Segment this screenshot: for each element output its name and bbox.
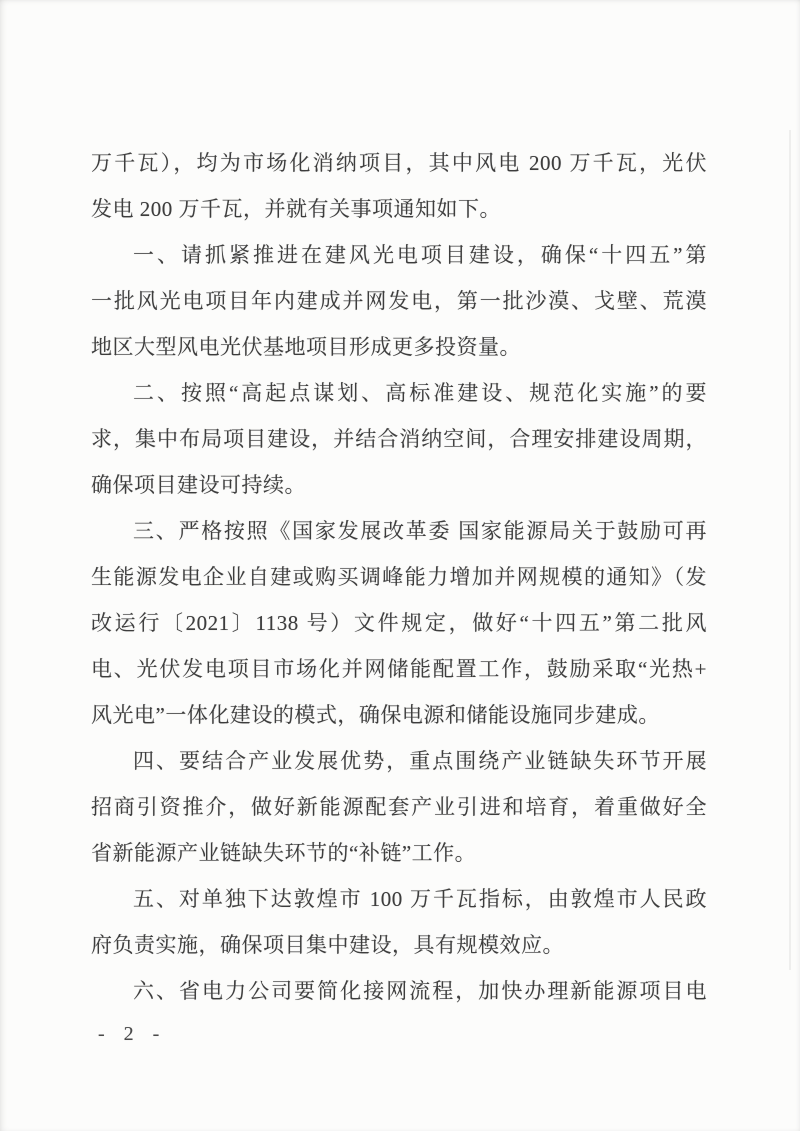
text-line: 三、严格按照《国家发展改革委 国家能源局关于鼓励可再	[133, 519, 707, 543]
page-number: - 2 -	[98, 1023, 167, 1045]
text-line: 生能源发电企业自建或购买调峰能力增加并网规模的通知》（发	[91, 565, 707, 589]
paragraph-item-4	[91, 738, 707, 876]
paragraph-intro-continuation	[91, 140, 707, 232]
paragraph-item-3	[91, 508, 707, 738]
paragraph-item-1	[91, 232, 707, 370]
paragraph-item-2	[91, 370, 707, 508]
text-line: 确保项目建设可持续。	[91, 473, 306, 497]
text-line: 招商引资推介，做好新能源配套产业引进和培育，着重做好全	[91, 795, 707, 819]
document-body	[91, 140, 707, 1014]
text-line: 五、对单独下达敦煌市 100 万千瓦指标，由敦煌市人民政	[133, 887, 707, 911]
text-line: 府负责实施，确保项目集中建设，具有规模效应。	[91, 933, 564, 957]
text-line: 求，集中布局项目建设，并结合消纳空间，合理安排建设周期，	[91, 427, 707, 451]
text-line: 六、省电力公司要简化接网流程，加快办理新能源项目电	[133, 979, 707, 1003]
text-line: 省新能源产业链缺失环节的“补链”工作。	[91, 841, 477, 865]
text-line: 一批风光电项目年内建成并网发电，第一批沙漠、戈壁、荒漠	[91, 289, 707, 313]
text-line: 发电 200 万千瓦，并就有关事项通知如下。	[91, 197, 501, 221]
text-line: 万千瓦），均为市场化消纳项目，其中风电 200 万千瓦，光伏	[91, 151, 707, 175]
text-line: 改运行〔2021〕1138 号）文件规定，做好“十四五”第二批风	[91, 611, 707, 635]
paragraph-item-5	[91, 876, 707, 968]
text-line: 电、光伏发电项目市场化并网储能配置工作，鼓励采取“光热+	[91, 657, 707, 681]
text-line: 风光电”一体化建设的模式，确保电源和储能设施同步建成。	[91, 703, 660, 727]
paragraph-item-6	[91, 968, 707, 1014]
text-line: 一、请抓紧推进在建风光电项目建设，确保“十四五”第	[133, 243, 707, 267]
text-line: 地区大型风电光伏基地项目形成更多投资量。	[91, 335, 521, 359]
scan-artifact-line	[789, 130, 791, 970]
text-line: 二、按照“高起点谋划、高标准建设、规范化实施”的要	[133, 381, 707, 405]
text-line: 四、要结合产业发展优势，重点围绕产业链缺失环节开展	[133, 749, 707, 773]
